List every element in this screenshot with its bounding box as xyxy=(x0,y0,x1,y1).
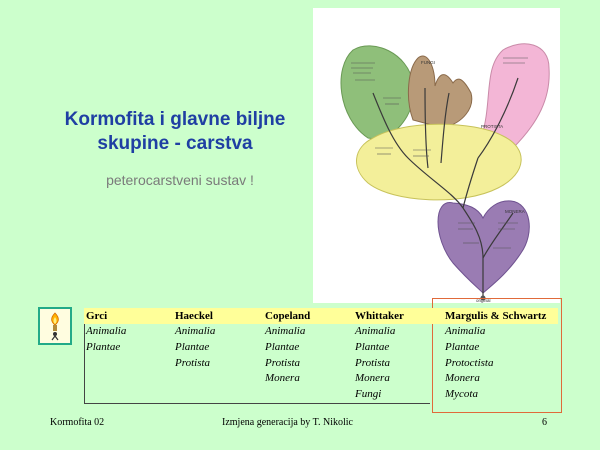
slide-subtitle: peterocarstveni sustav ! xyxy=(106,172,254,188)
torch-icon[interactable] xyxy=(38,307,72,345)
label-monera: MONERA xyxy=(505,209,525,214)
table-cell xyxy=(84,355,173,371)
slide-title: Kormofita i glavne biljne skupine - carstva xyxy=(64,109,286,154)
table-cell: Plantae xyxy=(175,340,210,353)
table-cell: Protista xyxy=(265,356,301,369)
label-origin: original xyxy=(476,298,491,303)
table-cell: Monera xyxy=(265,372,300,385)
table-cell: Animalia xyxy=(445,325,486,338)
table-cell: Monera xyxy=(445,372,480,385)
table-header-row xyxy=(84,308,558,324)
table-cell: Fungi xyxy=(355,387,382,400)
protista-lobe xyxy=(357,124,522,200)
footer-left-text: Kormofita 02 xyxy=(50,417,105,428)
table-row xyxy=(84,324,558,340)
header-haeckel: Haeckel xyxy=(175,309,213,322)
kingdoms-table xyxy=(84,308,558,402)
table-bottom-rule xyxy=(84,403,430,404)
monera-lobe xyxy=(438,201,529,293)
label-fungi: FUNGI xyxy=(421,60,435,65)
header-grci: Grci xyxy=(86,309,108,322)
table-cell: Protista xyxy=(355,356,391,369)
label-protista: PROTISTA xyxy=(481,124,504,129)
phylogeny-diagram xyxy=(313,8,560,303)
footer-center-text: Izmjena generacija by T. Nikolic xyxy=(222,417,353,428)
table-cell: Plantae xyxy=(265,340,300,353)
header-margulis-schwartz: Margulis & Schwartz xyxy=(445,309,547,322)
header-whittaker: Whittaker xyxy=(355,309,404,322)
phylogeny-figure xyxy=(313,8,560,303)
table-cell xyxy=(173,386,263,402)
table-row xyxy=(84,339,558,355)
table-row xyxy=(84,370,558,386)
table-cell: Protista xyxy=(175,356,211,369)
table-cell: Mycota xyxy=(445,387,478,400)
table-row xyxy=(84,386,558,402)
table-cell: Plantae xyxy=(355,340,390,353)
table-cell xyxy=(173,370,263,386)
table-cell: Animalia xyxy=(86,325,127,338)
table-cell: Monera xyxy=(355,372,390,385)
table-cell xyxy=(84,370,173,386)
table-row xyxy=(84,355,558,371)
fungi-lobe xyxy=(408,56,471,128)
plants-lobe xyxy=(341,46,414,140)
kingdoms-table-grid xyxy=(84,308,558,402)
table-cell: Animalia xyxy=(265,325,306,338)
table-cell: Plantae xyxy=(445,340,480,353)
table-cell: Protoctista xyxy=(445,356,494,369)
table-cell xyxy=(263,386,353,402)
header-copeland: Copeland xyxy=(265,309,311,322)
table-cell: Animalia xyxy=(355,325,396,338)
table-cell: Plantae xyxy=(86,340,121,353)
page-number: 6 xyxy=(542,417,547,428)
table-cell xyxy=(84,386,173,402)
torch-icon-graphic xyxy=(40,309,70,343)
table-cell: Animalia xyxy=(175,325,216,338)
